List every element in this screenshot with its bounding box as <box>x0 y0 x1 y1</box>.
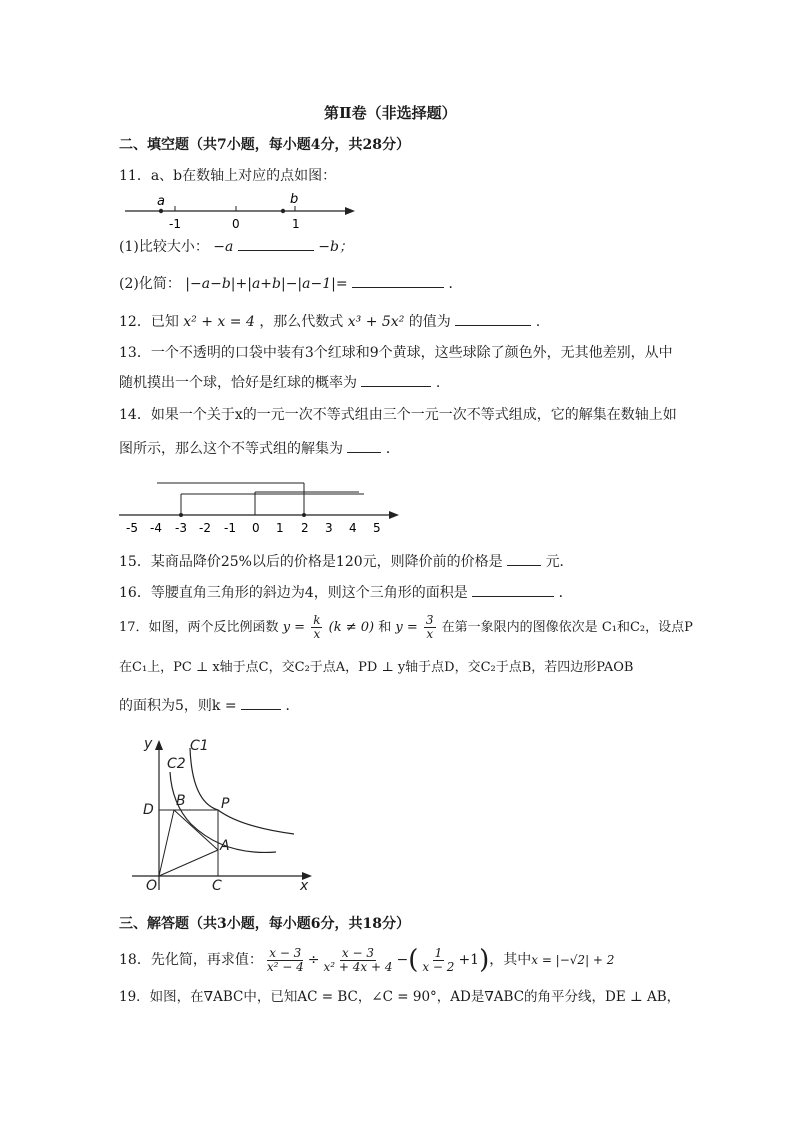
q14-point-neg3 <box>179 513 183 517</box>
q14-tick-neg4: -4 <box>150 521 162 535</box>
q11-part1-blank[interactable] <box>238 236 314 251</box>
q14-tick-neg2: -2 <box>199 521 211 535</box>
q13-blank[interactable] <box>361 372 431 387</box>
q19: 19．如图，在∇ABC中，已知AC = BC，∠C = 90°，AD是∇ABC的角平分线，DE ⊥ AB， <box>119 989 681 1005</box>
q11-point-a <box>159 209 163 213</box>
q14-tick-neg5: -5 <box>126 521 138 535</box>
page-title: 第Ⅱ卷（非选择题） <box>324 104 457 122</box>
q11-label-0: 0 <box>232 217 240 231</box>
q13-line1: 13．一个不透明的口袋中装有3个红球和9个黄球，这些球除了颜色外，无其他差别，从中 <box>119 345 673 361</box>
q14-tick-neg1: -1 <box>224 521 236 535</box>
q11-part1 <box>119 236 353 257</box>
q12-mid: ，那么代数式 <box>259 314 344 330</box>
q16-text: 16．等腰直角三角形的斜边为4，则这个三角形的面积是 <box>119 585 468 601</box>
q17-label-b: B <box>176 793 186 809</box>
q15-text: 15．某商品降价25%以后的价格是120元，则降价前的价格是 <box>119 554 503 570</box>
q15-end: 元． <box>545 554 574 570</box>
q17-line3 <box>119 695 299 716</box>
q14-point-2 <box>302 513 306 517</box>
q18-value: x = |−√2| + 2 <box>531 953 615 967</box>
q12-expr: x³ + 5x² <box>347 314 405 330</box>
q17-line1 <box>119 614 693 641</box>
q17-l1-cond: (k ≠ 0) <box>328 620 375 635</box>
q17-label-c2: C2 <box>167 756 186 772</box>
q18-frac1-num: x − 3 <box>269 945 302 960</box>
q12-suffix: 的值为 <box>408 314 451 330</box>
q11-part1-prefix: (1)比较大小： <box>119 239 209 255</box>
q14-tick-3: 3 <box>325 521 333 535</box>
q14-tick-0: 0 <box>252 521 260 535</box>
q17-curve-c1 <box>190 748 294 834</box>
q17-frac1-num: k <box>313 613 321 627</box>
q11-part1-right: −b； <box>318 239 353 255</box>
q18 <box>119 942 614 978</box>
q11-part2 <box>119 273 463 294</box>
q17-label-a: A <box>220 838 230 854</box>
q11-part2-blank[interactable] <box>352 273 444 288</box>
q11-label-a: a <box>157 194 165 209</box>
q14-line1: 14．如果一个关于x的一元一次不等式组由三个一元一次不等式组成，它的解集在数轴上如 <box>119 407 677 423</box>
q17-label-c1: C1 <box>190 738 209 754</box>
q12-end: . <box>535 314 541 330</box>
q13-line2-text: 随机摸出一个球，恰好是红球的概率为 <box>119 375 357 391</box>
q12-cond: x² + x = 4 <box>183 314 255 330</box>
q14-tick-1: 1 <box>276 521 284 535</box>
q18-paren-close: ) <box>479 945 490 975</box>
q11-label-b: b <box>290 192 299 207</box>
q18-suffix: ，其中 <box>489 952 532 968</box>
q17-label-x: x <box>300 878 309 894</box>
q14-blank[interactable] <box>347 438 381 453</box>
q17-label-y: y <box>144 736 153 752</box>
q15 <box>119 551 574 572</box>
q18-frac2-den: x² + 4x + 4 <box>323 959 393 974</box>
q12-prefix: 12．已知 <box>119 314 179 330</box>
q17-l1-c: C₁和C₂，设点P <box>601 620 693 635</box>
q18-frac2 <box>321 947 394 974</box>
section-heading-fill-in: 二、填空题（共7小题，每小题4分，共28分） <box>119 137 410 153</box>
q17-label-d: D <box>143 802 154 818</box>
section-heading-solve: 三、解答题（共3小题，每小题6分，共18分） <box>119 916 410 932</box>
q17-l1-b: 在第一象限内的图像依次是 <box>441 620 598 635</box>
q14-number-line <box>119 474 404 536</box>
q17-frac1-den: x <box>313 627 321 641</box>
q17-label-o: O <box>146 878 158 894</box>
q17-frac-3-over-x <box>424 614 436 641</box>
q13-end: . <box>435 375 441 391</box>
q17-l3-end: ． <box>285 698 300 714</box>
q18-frac3 <box>420 947 456 974</box>
q18-minus: − <box>396 952 409 968</box>
q18-frac3-den: x − 2 <box>422 959 455 974</box>
q18-frac3-num: 1 <box>434 945 443 960</box>
q17-l1-and: 和 <box>378 620 392 635</box>
q14-line2 <box>119 438 400 459</box>
q11-label-neg1: -1 <box>169 217 181 231</box>
q17-l1-a: 17．如图，两个反比例函数 <box>119 620 279 635</box>
q17-l1-y1: y = <box>282 620 306 635</box>
q14-tick-2: 2 <box>301 521 309 535</box>
q16-end: ． <box>558 585 573 601</box>
q13-line2 <box>119 372 440 393</box>
q17-line2: 在C₁上，PC ⊥ x轴于点C，交C₂于点A，PD ⊥ y轴于点D，交C₂于点B，若四边形PAOB <box>119 660 634 675</box>
q18-frac1 <box>265 947 306 974</box>
q18-frac2-num: x − 3 <box>341 945 374 960</box>
q14-tick-5: 5 <box>373 521 381 535</box>
q11-label-1: 1 <box>292 217 300 231</box>
q17-blank[interactable] <box>241 695 281 710</box>
q11-point-b <box>281 209 285 213</box>
q18-plus1: +1 <box>458 952 480 968</box>
q14-end: ． <box>385 441 400 457</box>
q14-line2-text: 图所示，那么这个不等式组的解集为 <box>119 441 343 457</box>
q16 <box>119 582 573 603</box>
q11-stem: 11．a、b在数轴上对应的点如图： <box>119 168 337 184</box>
q12-blank[interactable] <box>455 311 531 326</box>
q16-blank[interactable] <box>472 582 554 597</box>
q11-part2-prefix: (2)化简： <box>119 276 181 292</box>
q17-l1-y2: y = <box>395 620 418 635</box>
q11-part2-end: ． <box>448 276 463 292</box>
q17-figure <box>126 732 322 896</box>
q14-tick-4: 4 <box>349 521 357 535</box>
q11-number-line <box>119 190 364 232</box>
q12 <box>119 311 540 332</box>
q17-label-p: P <box>221 796 230 812</box>
q17-frac2-den: x <box>426 627 434 641</box>
q14-tick-neg3: -3 <box>175 521 187 535</box>
q11-part2-expr: |−a−b|+|a+b|−|a−1|= <box>185 276 348 292</box>
q17-label-c: C <box>212 878 222 894</box>
q18-div: ÷ <box>307 952 320 968</box>
q18-prefix: 18．先化简，再求值： <box>119 952 263 968</box>
q17-frac2-num: 3 <box>425 613 434 627</box>
q17-l3-text: 的面积为5，则k = <box>119 698 237 714</box>
q17-frac-k-over-x <box>311 614 322 641</box>
q15-blank[interactable] <box>507 551 541 566</box>
q14-tick-labels <box>126 521 381 535</box>
q18-paren-open: ( <box>408 945 419 975</box>
q11-part1-left: −a <box>213 239 234 255</box>
q18-frac1-den: x² − 4 <box>266 959 304 974</box>
